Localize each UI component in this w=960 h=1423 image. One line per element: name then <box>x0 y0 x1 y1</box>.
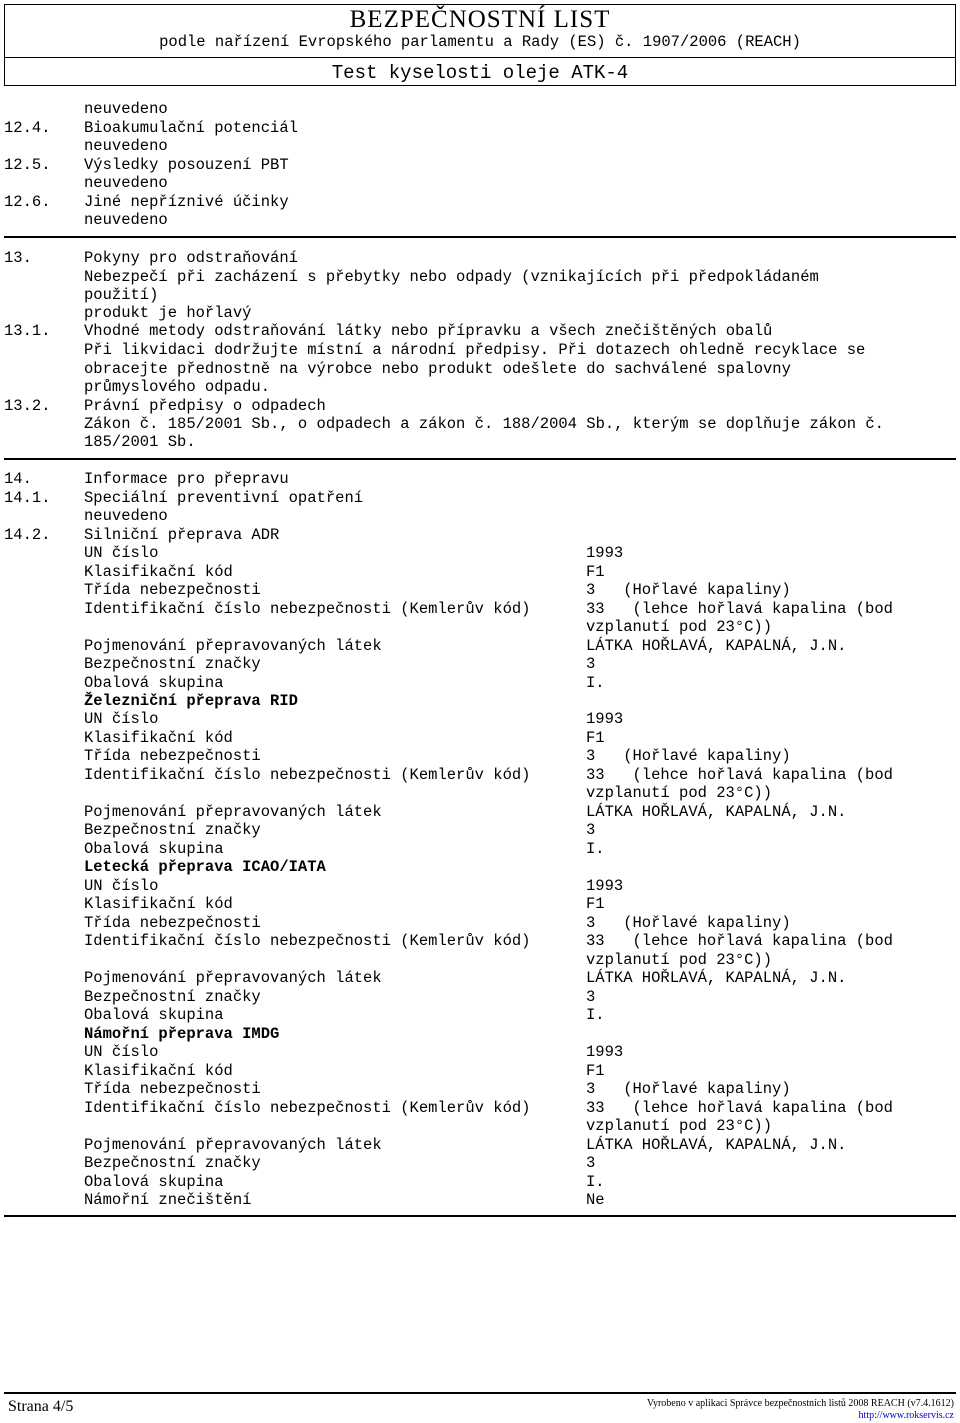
section-title: Výsledky posouzení PBT <box>84 156 289 174</box>
section-number: 13. <box>4 249 32 267</box>
product-name: Test kyselosti oleje ATK-4 <box>331 62 629 84</box>
text-line: Zákon č. 185/2001 Sb., o odpadech a zákon č. 188/2004 Sb., kterým se doplňuje zákon č. <box>84 415 884 433</box>
label-kemler-code: Identifikační číslo nebezpečnosti (Kemlerův kód) <box>84 766 531 784</box>
value-kemler-code: 33 (lehce hořlavá kapalina (bod <box>586 766 893 784</box>
value-marine-pollutant: Ne <box>586 1191 605 1209</box>
document-header <box>0 0 960 86</box>
label-hazard-class: Třída nebezpečnosti <box>84 914 261 932</box>
label-hazard-class: Třída nebezpečnosti <box>84 581 261 599</box>
section-title: Bioakumulační potenciál <box>84 119 298 137</box>
label-kemler-code: Identifikační číslo nebezpečnosti (Kemlerův kód) <box>84 600 531 618</box>
value-kemler-code-cont: vzplanutí pod 23°C)) <box>586 951 773 969</box>
section-title: Speciální preventivní opatření <box>84 489 364 507</box>
section-title: Jiné nepříznivé účinky <box>84 193 289 211</box>
label-packing-group: Obalová skupina <box>84 1173 224 1191</box>
label-classification-code: Klasifikační kód <box>84 563 233 581</box>
text-line: neuvedeno <box>84 137 168 155</box>
label-hazard-class: Třída nebezpečnosti <box>84 747 261 765</box>
subsection-rail-rid: Železniční přeprava RID <box>84 692 298 710</box>
value-safety-labels: 3 <box>586 1154 596 1172</box>
value-hazard-class: 3 (Hořlavé kapaliny) <box>586 914 791 932</box>
label-shipping-name: Pojmenování přepravovaných látek <box>84 969 382 987</box>
text-line: Při likvidaci dodržujte místní a národní předpisy. Při dotazech ohledně recyklace se <box>84 341 866 359</box>
value-shipping-name: LÁTKA HOŘLAVÁ, KAPALNÁ, J.N. <box>586 969 847 987</box>
value-safety-labels: 3 <box>586 821 596 839</box>
label-safety-labels: Bezpečnostní značky <box>84 655 261 673</box>
label-kemler-code: Identifikační číslo nebezpečnosti (Kemlerův kód) <box>84 932 531 950</box>
value-classification-code: F1 <box>586 895 605 913</box>
label-shipping-name: Pojmenování přepravovaných látek <box>84 803 382 821</box>
value-un-number: 1993 <box>586 710 624 728</box>
section-number: 13.1. <box>4 322 51 340</box>
value-kemler-code: 33 (lehce hořlavá kapalina (bod <box>586 932 893 950</box>
value-un-number: 1993 <box>586 877 624 895</box>
value-safety-labels: 3 <box>586 655 596 673</box>
value-shipping-name: LÁTKA HOŘLAVÁ, KAPALNÁ, J.N. <box>586 637 847 655</box>
text-line: 185/2001 Sb. <box>84 433 196 451</box>
text-line: neuvedeno <box>84 174 168 192</box>
text-line: neuvedeno <box>84 100 168 118</box>
subsection-air-icao: Letecká přeprava ICAO/IATA <box>84 858 326 876</box>
value-packing-group: I. <box>586 674 605 692</box>
value-packing-group: I. <box>586 1173 605 1191</box>
label-hazard-class: Třída nebezpečnosti <box>84 1080 261 1098</box>
divider <box>4 236 956 238</box>
generator-link[interactable]: http://www.rokservis.cz <box>858 1410 954 1421</box>
section-number: 12.4. <box>4 119 51 137</box>
value-hazard-class: 3 (Hořlavé kapaliny) <box>586 581 791 599</box>
section-number: 14.2. <box>4 526 51 544</box>
label-packing-group: Obalová skupina <box>84 1006 224 1024</box>
label-classification-code: Klasifikační kód <box>84 1062 233 1080</box>
label-un-number: UN číslo <box>84 877 159 895</box>
regulation-subtitle: podle nařízení Evropského parlamentu a Rady (ES) č. 1907/2006 (REACH) <box>159 33 801 51</box>
text-line: neuvedeno <box>84 211 168 229</box>
text-line: neuvedeno <box>84 507 168 525</box>
value-un-number: 1993 <box>586 544 624 562</box>
value-shipping-name: LÁTKA HOŘLAVÁ, KAPALNÁ, J.N. <box>586 1136 847 1154</box>
document-title: BEZPEČNOSTNÍ LIST <box>349 6 611 33</box>
label-packing-group: Obalová skupina <box>84 840 224 858</box>
value-kemler-code-cont: vzplanutí pod 23°C)) <box>586 784 773 802</box>
label-classification-code: Klasifikační kód <box>84 729 233 747</box>
value-safety-labels: 3 <box>586 988 596 1006</box>
value-hazard-class: 3 (Hořlavé kapaliny) <box>586 1080 791 1098</box>
footer-generator <box>647 1398 954 1422</box>
section-number: 14.1. <box>4 489 51 507</box>
value-packing-group: I. <box>586 1006 605 1024</box>
label-un-number: UN číslo <box>84 710 159 728</box>
value-un-number: 1993 <box>586 1043 624 1061</box>
section-number: 12.6. <box>4 193 51 211</box>
label-classification-code: Klasifikační kód <box>84 895 233 913</box>
divider <box>4 1215 956 1217</box>
label-safety-labels: Bezpečnostní značky <box>84 821 261 839</box>
value-hazard-class: 3 (Hořlavé kapaliny) <box>586 747 791 765</box>
text-line: použití) <box>84 286 159 304</box>
section-title: Vhodné metody odstraňování látky nebo přípravku a všech znečištěných obalů <box>84 322 773 340</box>
text-line: průmyslového odpadu. <box>84 378 271 396</box>
value-kemler-code-cont: vzplanutí pod 23°C)) <box>586 618 773 636</box>
label-kemler-code: Identifikační číslo nebezpečnosti (Kemlerův kód) <box>84 1099 531 1117</box>
label-shipping-name: Pojmenování přepravovaných látek <box>84 637 382 655</box>
value-classification-code: F1 <box>586 729 605 747</box>
value-kemler-code: 33 (lehce hořlavá kapalina (bod <box>586 600 893 618</box>
section-title: Silniční přeprava ADR <box>84 526 280 544</box>
text-line: Nebezpečí při zacházení s přebytky nebo odpady (vznikajících při předpokládaném <box>84 268 819 286</box>
divider <box>4 458 956 460</box>
page-number: Strana 4/5 <box>8 1398 74 1415</box>
label-marine-pollutant: Námořní znečištění <box>84 1191 252 1209</box>
text-line: produkt je hořlavý <box>84 304 252 322</box>
value-shipping-name: LÁTKA HOŘLAVÁ, KAPALNÁ, J.N. <box>586 803 847 821</box>
label-packing-group: Obalová skupina <box>84 674 224 692</box>
value-packing-group: I. <box>586 840 605 858</box>
value-kemler-code-cont: vzplanutí pod 23°C)) <box>586 1117 773 1135</box>
section-number: 12.5. <box>4 156 51 174</box>
section-number: 13.2. <box>4 397 51 415</box>
section-number: 14. <box>4 470 32 488</box>
section-title: Pokyny pro odstraňování <box>84 249 298 267</box>
section-title: Právní předpisy o odpadech <box>84 397 326 415</box>
text-line: obracejte přednostně na výrobce nebo produkt odešlete do sachválené spalovny <box>84 360 791 378</box>
generator-text: Vyrobeno v aplikaci Správce bezpečnostních listů 2008 REACH (v7.4.1612) <box>646 1398 954 1409</box>
label-un-number: UN číslo <box>84 1043 159 1061</box>
footer-divider <box>4 1392 956 1394</box>
subsection-sea-imdg: Námořní přeprava IMDG <box>84 1025 280 1043</box>
label-un-number: UN číslo <box>84 544 159 562</box>
section-title: Informace pro přepravu <box>84 470 289 488</box>
value-classification-code: F1 <box>586 563 605 581</box>
label-safety-labels: Bezpečnostní značky <box>84 1154 261 1172</box>
value-classification-code: F1 <box>586 1062 605 1080</box>
value-kemler-code: 33 (lehce hořlavá kapalina (bod <box>586 1099 893 1117</box>
label-safety-labels: Bezpečnostní značky <box>84 988 261 1006</box>
label-shipping-name: Pojmenování přepravovaných látek <box>84 1136 382 1154</box>
